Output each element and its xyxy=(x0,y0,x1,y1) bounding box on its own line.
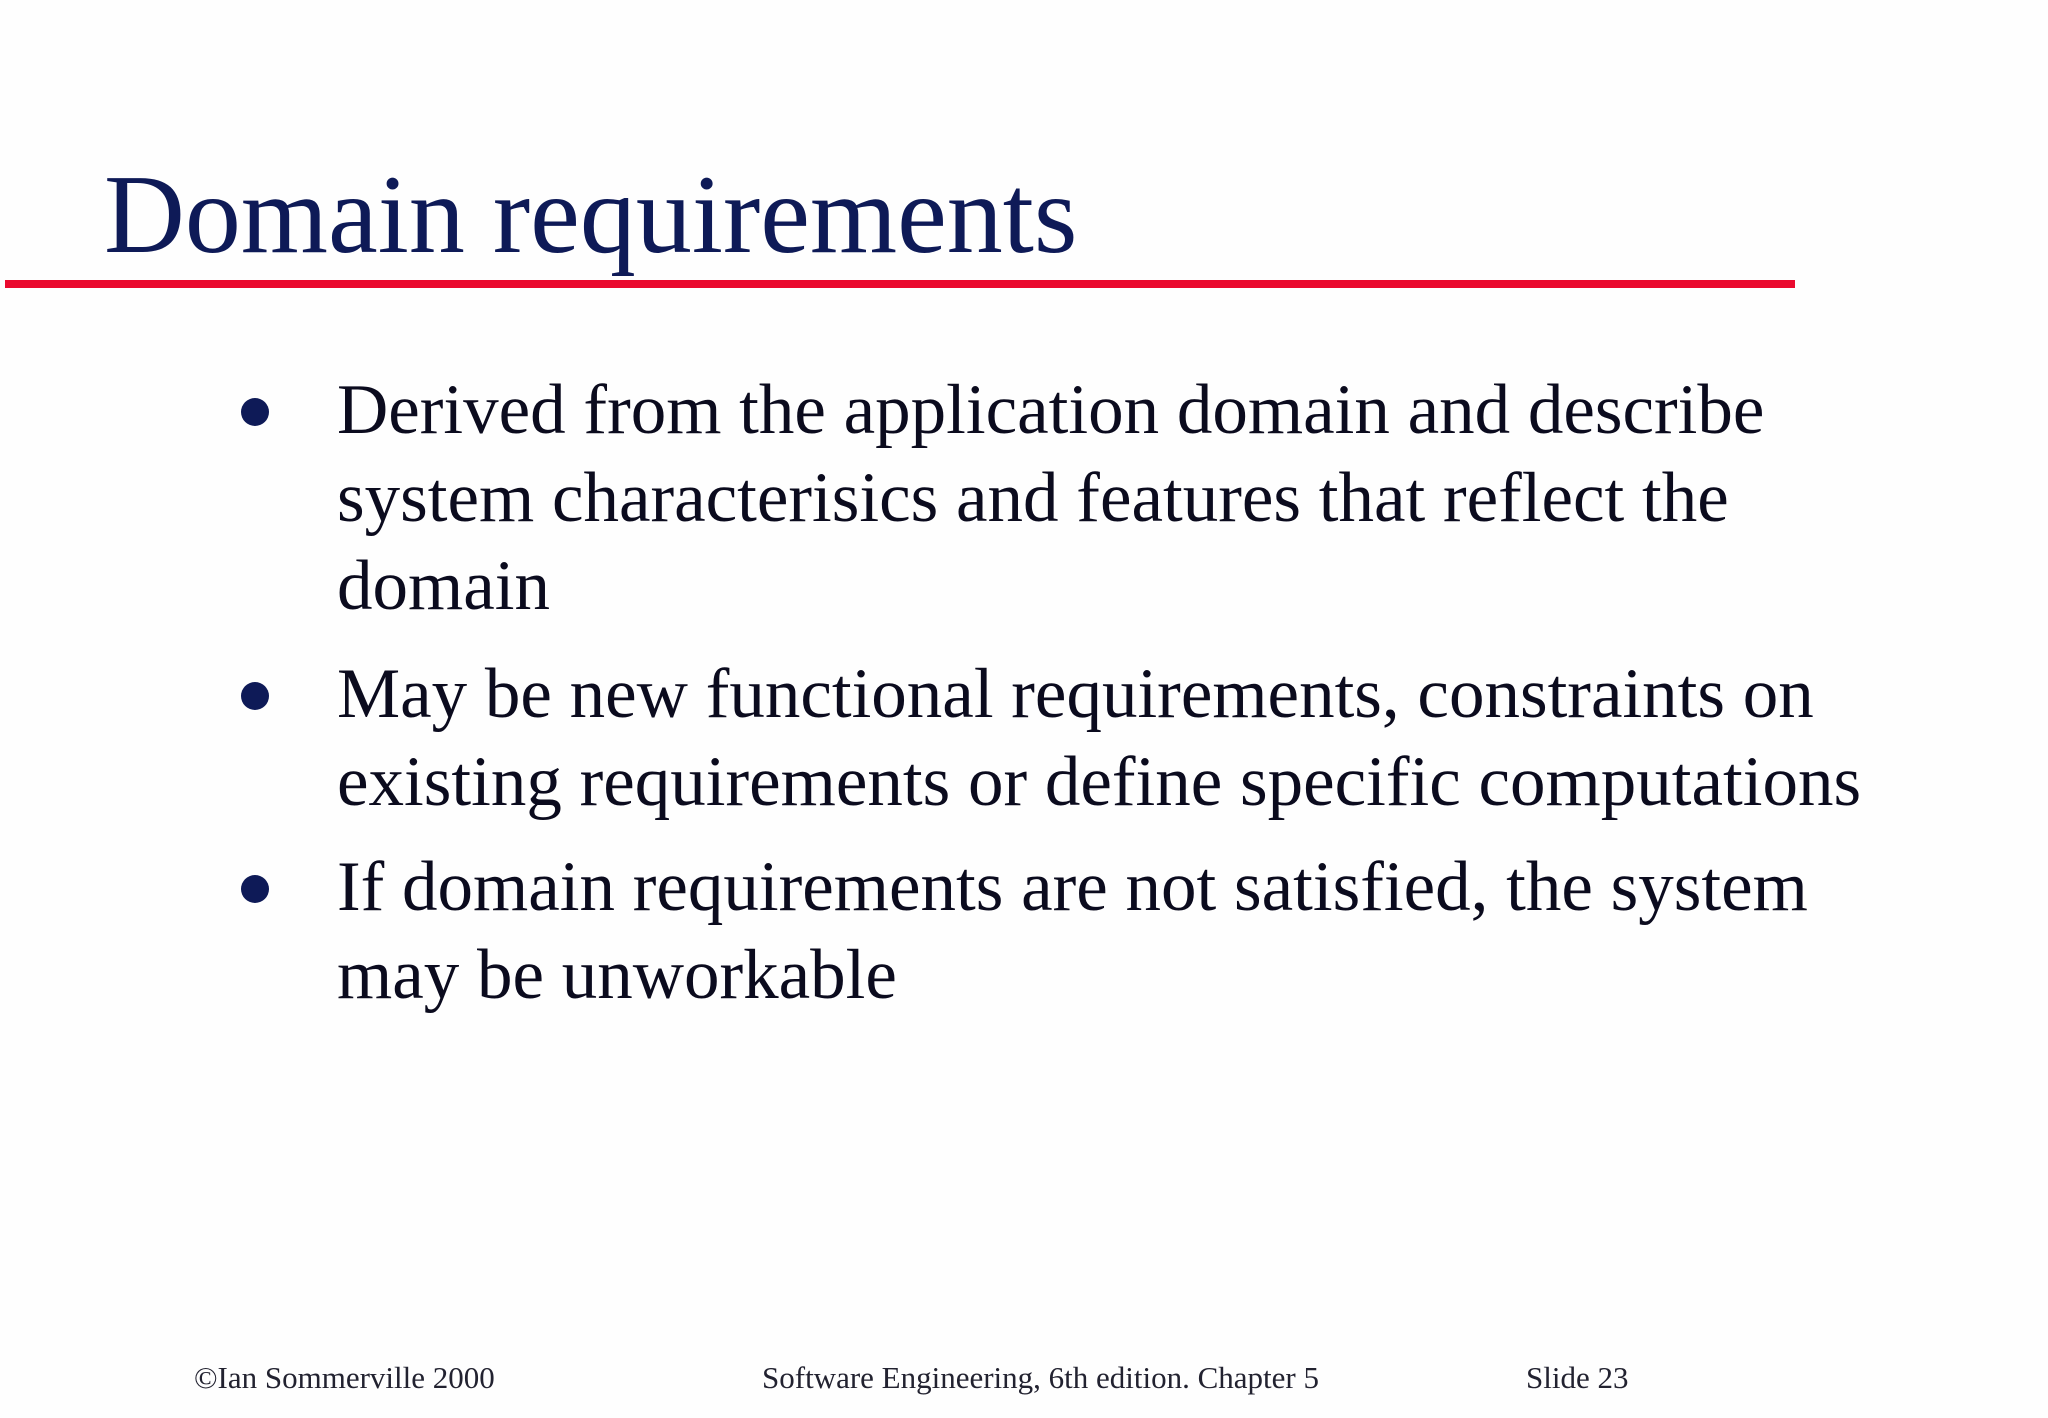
bullet-text: If domain requirements are not satisfied, the system may be unworkable xyxy=(337,848,1808,1014)
bullet-icon xyxy=(241,682,269,710)
bullet-icon xyxy=(241,398,269,426)
footer-copyright: ©Ian Sommerville 2000 xyxy=(194,1360,495,1395)
title-underline xyxy=(5,280,1795,288)
footer-slide-number: Slide 23 xyxy=(1526,1360,1629,1395)
bullet-icon xyxy=(241,875,269,903)
bullet-text: May be new functional requirements, constraints on existing requirements or define specific computations xyxy=(337,655,1862,821)
footer-book-title: Software Engineering, 6th edition. Chapter 5 xyxy=(762,1360,1320,1395)
bullet-text: Derived from the application domain and describe system characterisics and features that reflect the domain xyxy=(337,371,1765,625)
slide-title: Domain requirements xyxy=(104,153,1078,277)
